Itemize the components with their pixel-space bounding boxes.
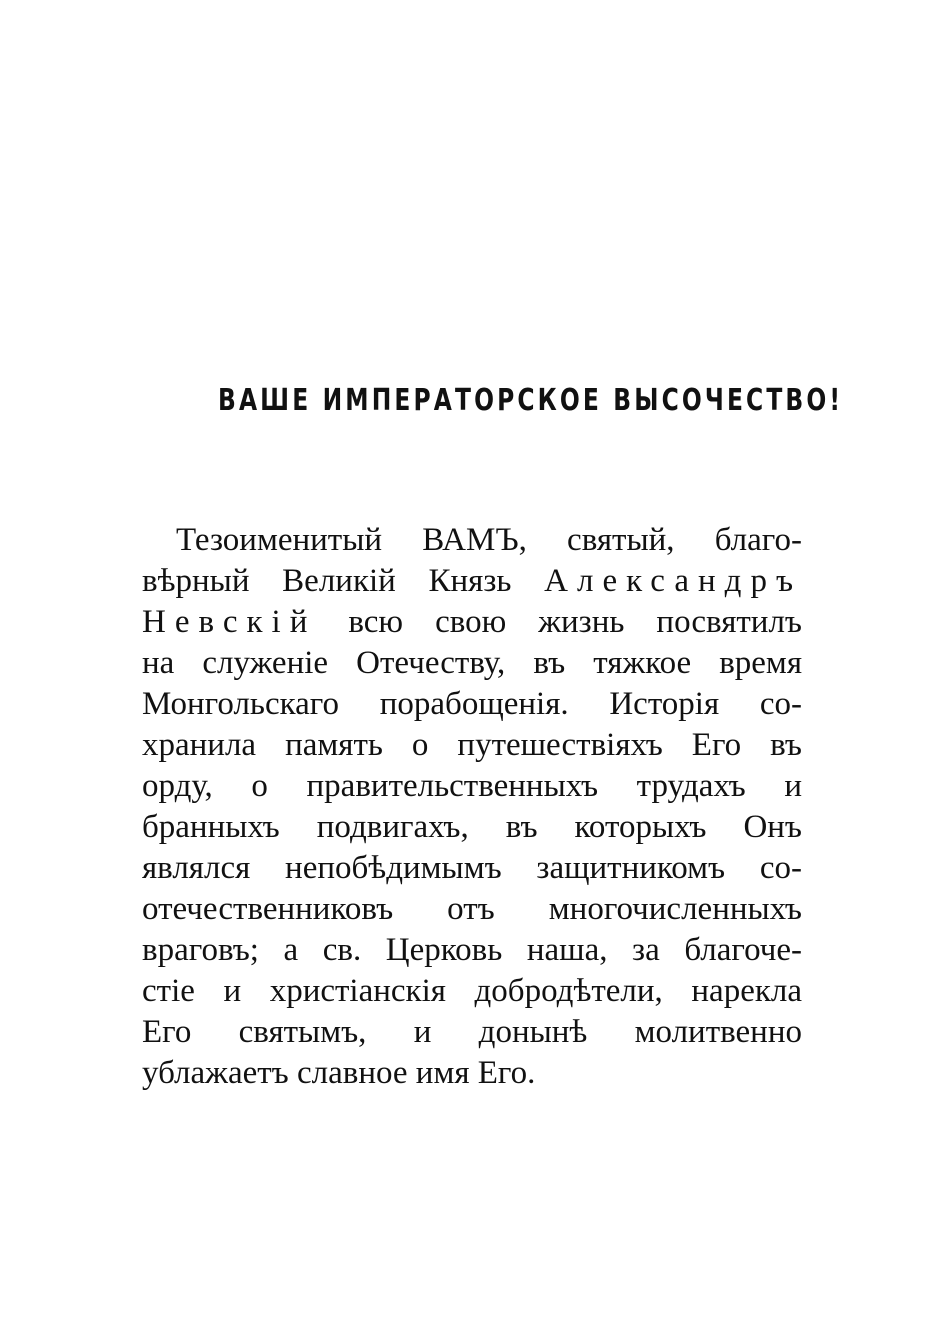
paragraph-line: отечественниковъ отъ многочисленныхъ [142, 891, 802, 927]
paragraph-line [142, 602, 802, 643]
paragraph-line: Тезоименитый ВАМЪ, святый, благо- [176, 522, 802, 558]
paragraph-line: на служеніе Отечеству, въ тяжкое время [142, 645, 802, 681]
paragraph-line: хранила память о путешествіяхъ Его въ [142, 727, 802, 763]
paragraph-line: Его святымъ, и донынѣ молитвенно [142, 1014, 802, 1050]
paragraph-line: орду, о правительственныхъ трудахъ и [142, 768, 802, 804]
paragraph-line: Монгольскаго порабощенія. Исторія со- [142, 686, 802, 722]
paragraph-line: являлся непобѣдимымъ защитникомъ со- [142, 850, 802, 886]
spaced-name: Невскій [142, 604, 317, 640]
paragraph-line: стіе и христіанскія добродѣтели, нарекла [142, 973, 802, 1009]
paragraph-line: бранныхъ подвигахъ, въ которыхъ Онъ [142, 809, 802, 845]
paragraph-line: ублажаетъ славное имя Его. [142, 1055, 536, 1091]
paragraph-line [142, 561, 802, 602]
paragraph-line-text: вѣрный Великій Князь [142, 563, 512, 599]
paragraph-line-text: всю свою жизнь посвятилъ [348, 604, 802, 640]
dedication-paragraph [142, 520, 802, 1094]
paragraph-line: враговъ; а св. Церковь наша, за благоче- [142, 932, 802, 968]
spaced-name: Александръ [544, 563, 803, 599]
page-heading: ВАШЕ ИМПЕРАТОРСКОЕ ВЫСОЧЕСТВО! [218, 383, 844, 418]
